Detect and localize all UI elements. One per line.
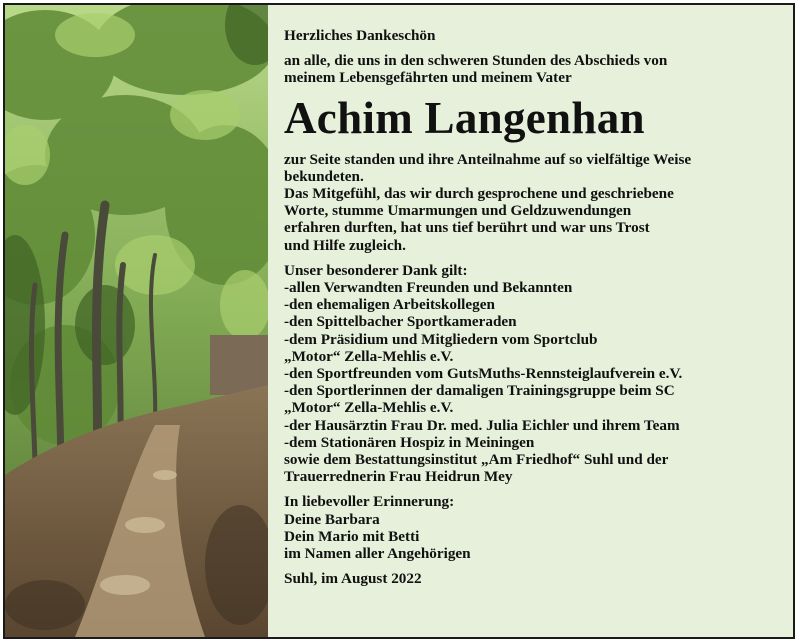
forest-path-photo	[5, 5, 268, 637]
notice-title: Herzliches Dankeschön	[284, 27, 436, 44]
signature-line: im Namen aller Angehörigen	[284, 545, 471, 563]
intro-line: meinem Lebensgefährten und meinem Vater	[284, 69, 572, 87]
body-line: und Hilfe zugleich.	[284, 236, 406, 254]
thanks-item: -der Hausärztin Frau Dr. med. Julia Eichler und ihrem Team	[284, 416, 680, 434]
body-line: erfahren durften, hat uns tief berührt und war uns Trost	[284, 219, 650, 237]
obituary-notice	[3, 3, 795, 639]
body-line: Worte, stumme Umarmungen und Geldzuwendungen	[284, 202, 632, 220]
thanks-item: Trauerrednerin Frau Heidrun Mey	[284, 468, 513, 486]
intro-line: an alle, die uns in den schweren Stunden des Abschieds von	[284, 52, 668, 70]
thanks-item: „Motor“ Zella-Mehlis e.V.	[284, 347, 454, 365]
notice-text	[284, 27, 784, 587]
thanks-heading: Unser besonderer Dank gilt:	[284, 261, 468, 279]
deceased-name: Achim Langenhan	[284, 92, 645, 143]
thanks-item: sowie dem Bestattungsinstitut „Am Friedhof“ Suhl und der	[284, 451, 669, 469]
body-line: bekundeten.	[284, 167, 364, 185]
signature-line: Deine Barbara	[284, 510, 380, 528]
thanks-item: -allen Verwandten Freunden und Bekannten	[284, 279, 573, 297]
thanks-item: -den Sportlerinnen der damaligen Trainingsgruppe beim SC	[284, 382, 675, 400]
thanks-item: -dem Präsidium und Mitgliedern vom Sportclub	[284, 330, 598, 348]
thanks-item: -den Spittelbacher Sportkameraden	[284, 313, 517, 331]
thanks-item: „Motor“ Zella-Mehlis e.V.	[284, 399, 454, 417]
body-line: Das Mitgefühl, das wir durch gesprochene und geschriebene	[284, 185, 674, 203]
body-line: zur Seite standen und ihre Anteilnahme auf so vielfältige Weise	[284, 150, 692, 168]
thanks-item: -den Sportfreunden vom GutsMuths-Rennsteiglaufverein e.V.	[284, 365, 683, 383]
signature-line: Dein Mario mit Betti	[284, 527, 420, 545]
thanks-item: -dem Stationären Hospiz in Meiningen	[284, 433, 535, 451]
thanks-item: -den ehemaligen Arbeitskollegen	[284, 296, 495, 314]
place-date: Suhl, im August 2022	[284, 570, 422, 588]
signature-line: In liebevoller Erinnerung:	[284, 493, 455, 511]
